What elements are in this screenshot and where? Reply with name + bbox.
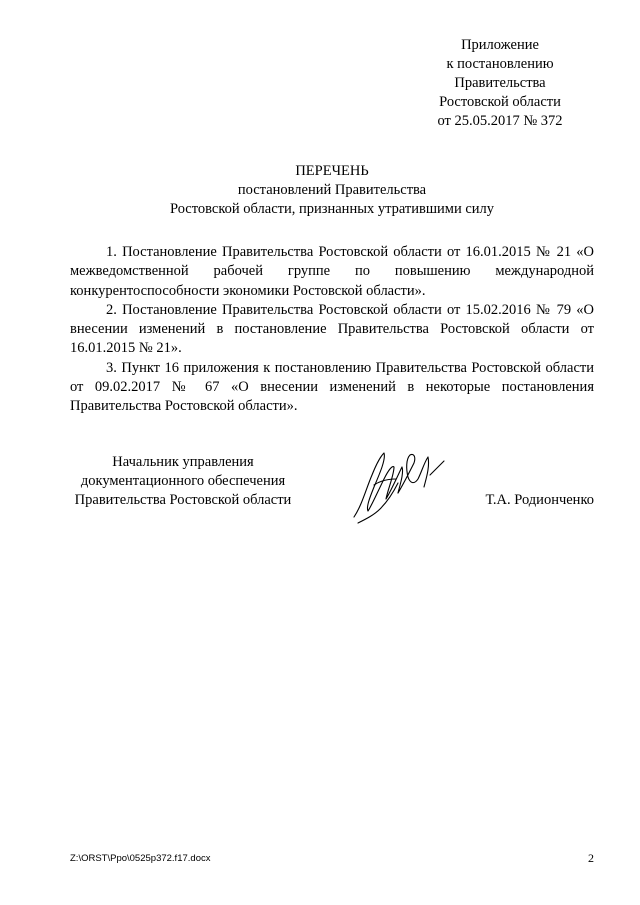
- appendix-header: [420, 36, 580, 131]
- appendix-line: Ростовской области: [439, 94, 561, 110]
- signer-position-line: Начальник управления: [112, 454, 254, 470]
- signer-position-line: Правительства Ростовской области: [74, 492, 292, 508]
- list-item: 3. Пункт 16 приложения к постановлению Правительства Ростовской области от 09.02.2017 № 67 «О внесении изменений в некоторые постановления Правительства Ростовской области».: [70, 359, 594, 415]
- document-subtitle-line: постановлений Правительства: [237, 182, 427, 198]
- handwritten-signature: [344, 445, 454, 529]
- signer-name: Т.А. Родионченко: [485, 492, 594, 508]
- document-subtitle-line: Ростовской области, признанных утратившими силу: [169, 201, 495, 217]
- footer-file-path: Z:\ORST\Ppo\0525p372.f17.docx: [70, 853, 211, 864]
- items-list: [70, 243, 594, 417]
- document-title: ПЕРЕЧЕНЬ: [295, 163, 369, 179]
- list-item: 1. Постановление Правительства Ростовской области от 16.01.2015 № 21 «О межведомственной рабочей группе по повышению международной конкурентоспособности экономики Ростовской области».: [70, 244, 594, 299]
- appendix-line: Приложение: [461, 37, 539, 53]
- appendix-date-number: от 25.05.2017 № 372: [437, 113, 563, 129]
- appendix-line: Правительства: [454, 75, 546, 91]
- signer-position-line: документационного обеспечения: [80, 473, 286, 489]
- appendix-line: к постановлению: [446, 56, 554, 72]
- document-heading: [70, 162, 594, 219]
- list-item: 2. Постановление Правительства Ростовской области от 15.02.2016 № 79 «О внесении изменений в постановление Правительства Ростовской области от 16.01.2015 № 21».: [70, 301, 594, 357]
- signature-block: [64, 453, 594, 523]
- page-number: 2: [588, 851, 594, 865]
- signer-position: [64, 453, 302, 510]
